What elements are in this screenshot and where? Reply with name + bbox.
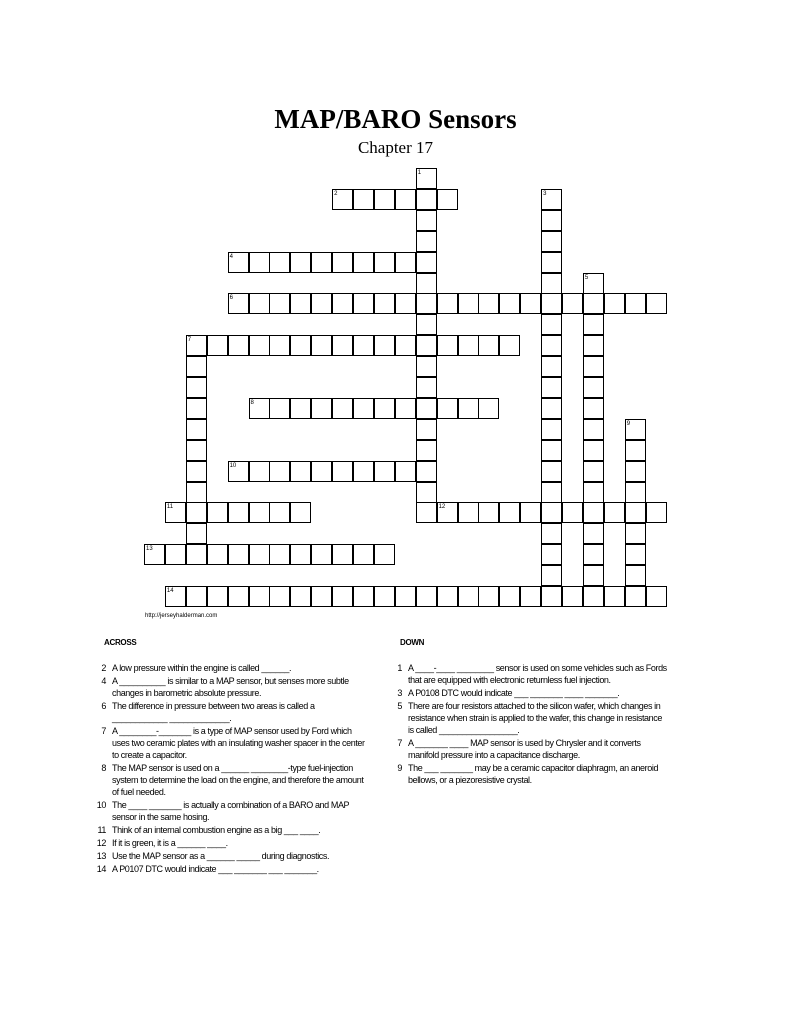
grid-cell[interactable]	[583, 273, 604, 294]
across-clue-4	[92, 675, 367, 699]
across-clue-2	[92, 662, 367, 674]
grid-cell[interactable]	[186, 356, 207, 377]
clue-number: 12	[96, 838, 106, 848]
grid-cell[interactable]	[625, 502, 646, 523]
grid-cell[interactable]	[583, 461, 604, 482]
grid-cell[interactable]	[353, 461, 374, 482]
grid-cell[interactable]	[249, 586, 270, 607]
grid-cell[interactable]	[437, 502, 458, 523]
across-clue-list	[92, 662, 367, 876]
grid-cell[interactable]	[269, 544, 290, 565]
grid-cell[interactable]	[458, 335, 479, 356]
grid-cell[interactable]	[499, 335, 520, 356]
grid-cell[interactable]	[186, 398, 207, 419]
clue-number: 3	[397, 688, 402, 698]
grid-cell[interactable]	[625, 544, 646, 565]
grid-cell[interactable]	[541, 482, 562, 503]
grid-cell[interactable]	[478, 335, 499, 356]
grid-cell[interactable]	[646, 586, 667, 607]
grid-cell[interactable]	[416, 314, 437, 335]
grid-cell[interactable]	[186, 461, 207, 482]
grid-cell[interactable]	[186, 377, 207, 398]
grid-cell[interactable]	[290, 252, 311, 273]
grid-cell[interactable]	[416, 335, 437, 356]
grid-cell[interactable]	[186, 502, 207, 523]
grid-cell[interactable]	[269, 252, 290, 273]
grid-cell[interactable]	[249, 252, 270, 273]
grid-cell[interactable]	[207, 502, 228, 523]
down-header: DOWN	[400, 638, 425, 647]
grid-cell[interactable]	[332, 293, 353, 314]
clue-number: 11	[97, 825, 106, 835]
grid-cell[interactable]	[437, 586, 458, 607]
clue-number: 9	[397, 763, 402, 773]
grid-cell[interactable]	[249, 544, 270, 565]
grid-cell[interactable]	[290, 586, 311, 607]
grid-clue-number: 5	[584, 274, 589, 281]
grid-cell[interactable]	[541, 189, 562, 210]
grid-cell[interactable]	[541, 523, 562, 544]
clue-number: 7	[101, 726, 106, 736]
across-clue-14	[92, 863, 367, 875]
grid-cell[interactable]	[269, 502, 290, 523]
grid-clue-number: 6	[229, 295, 233, 302]
down-clue-3	[388, 687, 668, 699]
grid-cell[interactable]	[416, 231, 437, 252]
grid-clue-number: 8	[250, 399, 254, 406]
grid-cell[interactable]	[541, 314, 562, 335]
grid-cell[interactable]	[311, 461, 332, 482]
grid-cell[interactable]	[625, 586, 646, 607]
clue-number: 1	[397, 663, 402, 673]
grid-cell[interactable]	[290, 293, 311, 314]
across-clue-10	[92, 799, 367, 823]
grid-cell[interactable]	[541, 231, 562, 252]
across-clue-8	[92, 762, 367, 798]
grid-cell[interactable]	[186, 544, 207, 565]
grid-cell[interactable]	[269, 586, 290, 607]
clue-text: A ____-____ ________ sensor is used on some vehicles such as Fords that are equipped with electronic returnless fuel injection.	[408, 663, 667, 685]
grid-cell[interactable]	[562, 502, 583, 523]
clue-text: The ___ _______ may be a ceramic capacitor diaphragm, an aneroid bellows, or a piezoresistive crystal.	[408, 763, 659, 785]
puzzle-subtitle: Chapter 17	[357, 138, 434, 157]
grid-cell[interactable]	[311, 586, 332, 607]
grid-cell[interactable]	[583, 314, 604, 335]
grid-clue-number: 4	[229, 253, 233, 260]
grid-cell[interactable]	[416, 189, 437, 210]
grid-cell[interactable]	[416, 482, 437, 503]
grid-cell[interactable]	[165, 544, 186, 565]
grid-cell[interactable]	[416, 398, 437, 419]
grid-cell[interactable]	[604, 502, 625, 523]
grid-cell[interactable]	[541, 335, 562, 356]
grid-cell[interactable]	[186, 335, 207, 356]
grid-cell[interactable]	[416, 273, 437, 294]
grid-cell[interactable]	[437, 189, 458, 210]
grid-cell[interactable]	[583, 293, 604, 314]
grid-cell[interactable]	[332, 544, 353, 565]
grid-clue-number: 7	[187, 337, 192, 344]
grid-cell[interactable]	[332, 398, 353, 419]
grid-cell[interactable]	[144, 544, 165, 565]
grid-cell[interactable]	[499, 502, 520, 523]
grid-cell[interactable]	[499, 293, 520, 314]
down-clue-list	[388, 662, 668, 787]
grid-cell[interactable]	[541, 544, 562, 565]
grid-cell[interactable]	[625, 565, 646, 586]
grid-cell[interactable]	[520, 586, 541, 607]
grid-cell[interactable]	[353, 252, 374, 273]
grid-cell[interactable]	[353, 293, 374, 314]
grid-cell[interactable]	[541, 502, 562, 523]
grid-cell[interactable]	[478, 398, 499, 419]
grid-cell[interactable]	[228, 586, 249, 607]
across-clue-13	[92, 850, 367, 862]
grid-cell[interactable]	[416, 586, 437, 607]
grid-cell[interactable]	[541, 273, 562, 294]
grid-cell[interactable]	[625, 419, 646, 440]
clue-text: A _______ ____ MAP sensor is used by Chrysler and it converts manifold pressure into a capacitance discharge.	[408, 738, 641, 760]
grid-cell[interactable]	[311, 293, 332, 314]
grid-cell[interactable]	[395, 189, 416, 210]
grid-cell[interactable]	[541, 293, 562, 314]
grid-cell[interactable]	[541, 210, 562, 231]
grid-cell[interactable]	[186, 586, 207, 607]
grid-cell[interactable]	[541, 398, 562, 419]
grid-clue-number: 2	[334, 190, 338, 197]
grid-cell[interactable]	[290, 461, 311, 482]
grid-cell[interactable]	[416, 210, 437, 231]
across-clue-7	[92, 725, 367, 761]
grid-clue-number: 13	[146, 546, 153, 553]
clue-text: A ________-_______ is a type of MAP sensor used by Ford which uses two ceramic plates with an insulating washer spacer in the center to create a capacitor.	[112, 726, 365, 760]
grid-cell[interactable]	[290, 398, 311, 419]
grid-cell[interactable]	[458, 398, 479, 419]
grid-cell[interactable]	[583, 586, 604, 607]
grid-cell[interactable]	[625, 293, 646, 314]
grid-cell[interactable]	[458, 502, 479, 523]
grid-cell[interactable]	[541, 252, 562, 273]
down-clue-1	[388, 662, 668, 686]
clue-number: 6	[101, 701, 106, 711]
clue-text: A P0107 DTC would indicate ___ _______ ___ _______.	[112, 864, 319, 874]
grid-cell[interactable]	[374, 398, 395, 419]
grid-cell[interactable]	[290, 335, 311, 356]
grid-cell[interactable]	[353, 544, 374, 565]
grid-cell[interactable]	[186, 440, 207, 461]
grid-cell[interactable]	[478, 586, 499, 607]
grid-cell[interactable]	[416, 502, 437, 523]
clue-number: 5	[397, 701, 402, 711]
across-clue-11	[92, 824, 367, 836]
grid-cell[interactable]	[562, 293, 583, 314]
grid-cell[interactable]	[583, 419, 604, 440]
clue-number: 7	[397, 738, 402, 748]
grid-cell[interactable]	[207, 544, 228, 565]
grid-cell[interactable]	[416, 461, 437, 482]
clue-number: 2	[101, 663, 106, 673]
grid-cell[interactable]	[395, 398, 416, 419]
clue-text: A P0108 DTC would indicate ___ _______ ____ _______.	[408, 688, 620, 698]
grid-cell[interactable]	[374, 461, 395, 482]
down-clue-9	[388, 762, 668, 786]
grid-cell[interactable]	[625, 523, 646, 544]
grid-cell[interactable]	[583, 398, 604, 419]
grid-cell[interactable]	[374, 335, 395, 356]
grid-cell[interactable]	[186, 482, 207, 503]
grid-cell[interactable]	[311, 544, 332, 565]
grid-cell[interactable]	[353, 586, 374, 607]
clue-number: 8	[101, 763, 106, 773]
clue-text: There are four resistors attached to the silicon wafer, which changes in resistance when strain is applied to the wafer, this change in resistance is called _________________.	[408, 701, 662, 735]
grid-cell[interactable]	[374, 544, 395, 565]
grid-cell[interactable]	[562, 586, 583, 607]
grid-cell[interactable]	[332, 461, 353, 482]
grid-cell[interactable]	[332, 335, 353, 356]
grid-cell[interactable]	[416, 168, 437, 189]
grid-cell[interactable]	[458, 293, 479, 314]
grid-cell[interactable]	[249, 293, 270, 314]
clue-text: Think of an internal combustion engine as a big ___ ____.	[112, 825, 321, 835]
across-header: ACROSS	[104, 638, 137, 647]
clue-text: The difference in pressure between two areas is called a ____________ _____________.	[112, 701, 315, 723]
across-clue-6	[92, 700, 367, 724]
grid-cell[interactable]	[228, 544, 249, 565]
grid-cell[interactable]	[269, 293, 290, 314]
grid-clue-number: 1	[417, 170, 422, 176]
grid-cell[interactable]	[332, 586, 353, 607]
grid-cell[interactable]	[165, 586, 186, 607]
grid-cell[interactable]	[604, 586, 625, 607]
across-clue-12	[92, 837, 367, 849]
grid-cell[interactable]	[290, 544, 311, 565]
grid-cell[interactable]	[541, 461, 562, 482]
grid-cell[interactable]	[416, 419, 437, 440]
grid-cell[interactable]	[353, 189, 374, 210]
grid-cell[interactable]	[332, 189, 353, 210]
grid-cell[interactable]	[583, 356, 604, 377]
clue-text: If it is green, it is a ______ ____.	[112, 838, 228, 848]
grid-cell[interactable]	[416, 293, 437, 314]
grid-cell[interactable]	[583, 482, 604, 503]
grid-cell[interactable]	[165, 502, 186, 523]
grid-cell[interactable]	[416, 377, 437, 398]
grid-cell[interactable]	[604, 293, 625, 314]
grid-cell[interactable]	[249, 461, 270, 482]
source-url: http://jerseyhalderman.com	[145, 613, 218, 619]
grid-cell[interactable]	[207, 586, 228, 607]
grid-cell[interactable]	[583, 523, 604, 544]
grid-cell[interactable]	[478, 293, 499, 314]
clue-number: 14	[96, 864, 106, 874]
grid-cell[interactable]	[541, 419, 562, 440]
grid-cell[interactable]	[374, 189, 395, 210]
grid-cell[interactable]	[311, 398, 332, 419]
grid-cell[interactable]	[395, 252, 416, 273]
grid-cell[interactable]	[249, 335, 270, 356]
grid-cell[interactable]	[269, 398, 290, 419]
grid-cell[interactable]	[374, 293, 395, 314]
grid-cell[interactable]	[290, 502, 311, 523]
grid-clue-number: 9	[626, 420, 631, 427]
grid-cell[interactable]	[249, 398, 270, 419]
grid-cell[interactable]	[186, 419, 207, 440]
down-clue-7	[388, 737, 668, 761]
grid-cell[interactable]	[625, 461, 646, 482]
grid-cell[interactable]	[541, 377, 562, 398]
grid-cell[interactable]	[228, 335, 249, 356]
grid-clue-number: 12	[438, 504, 446, 511]
grid-cell[interactable]	[541, 440, 562, 461]
grid-cell[interactable]	[437, 293, 458, 314]
grid-cell[interactable]	[541, 565, 562, 586]
grid-cell[interactable]	[583, 377, 604, 398]
grid-clue-number: 3	[543, 190, 547, 197]
grid-cell[interactable]	[625, 440, 646, 461]
grid-cell[interactable]	[625, 482, 646, 503]
grid-clue-number: 11	[166, 504, 174, 511]
grid-cell[interactable]	[520, 502, 541, 523]
clue-number: 13	[96, 851, 106, 861]
grid-cell[interactable]	[499, 586, 520, 607]
grid-cell[interactable]	[374, 252, 395, 273]
down-clue-5	[388, 700, 668, 736]
grid-cell[interactable]	[311, 335, 332, 356]
clue-number: 4	[101, 676, 106, 686]
grid-cell[interactable]	[458, 586, 479, 607]
grid-cell[interactable]	[228, 293, 249, 314]
grid-cell[interactable]	[374, 586, 395, 607]
grid-clue-number: 10	[229, 462, 237, 469]
grid-cell[interactable]	[583, 565, 604, 586]
grid-cell[interactable]	[186, 523, 207, 544]
grid-cell[interactable]	[395, 461, 416, 482]
clue-text: A __________ is similar to a MAP sensor, but senses more subtle changes in barometric absolute pressure.	[112, 676, 349, 698]
grid-cell[interactable]	[228, 502, 249, 523]
grid-cell[interactable]	[583, 544, 604, 565]
clue-text: A low pressure within the engine is called ______.	[112, 663, 292, 673]
grid-cell[interactable]	[332, 252, 353, 273]
grid-cell[interactable]	[311, 252, 332, 273]
grid-cell[interactable]	[353, 398, 374, 419]
grid-cell[interactable]	[395, 293, 416, 314]
grid-cell[interactable]	[583, 440, 604, 461]
grid-cell[interactable]	[395, 335, 416, 356]
grid-cell[interactable]	[541, 356, 562, 377]
grid-cell[interactable]	[416, 356, 437, 377]
grid-cell[interactable]	[646, 502, 667, 523]
clue-number: 10	[96, 800, 106, 810]
grid-cell[interactable]	[228, 461, 249, 482]
grid-cell[interactable]	[353, 335, 374, 356]
grid-cell[interactable]	[249, 502, 270, 523]
grid-cell[interactable]	[646, 293, 667, 314]
grid-cell[interactable]	[437, 398, 458, 419]
clue-text: The MAP sensor is used on a ______ ________-type fuel-injection system to determine the load on the engine, and therefore the amount of fuel needed.	[112, 763, 364, 797]
grid-cell[interactable]	[583, 335, 604, 356]
grid-cell[interactable]	[207, 335, 228, 356]
grid-cell[interactable]	[269, 461, 290, 482]
clue-text: Use the MAP sensor as a ______ _____ during diagnostics.	[112, 851, 330, 861]
grid-cell[interactable]	[520, 293, 541, 314]
grid-cell[interactable]	[478, 502, 499, 523]
puzzle-title: MAP/BARO Sensors	[274, 104, 517, 134]
grid-cell[interactable]	[395, 586, 416, 607]
grid-cell[interactable]	[228, 252, 249, 273]
grid-cell[interactable]	[416, 252, 437, 273]
grid-cell[interactable]	[416, 440, 437, 461]
grid-cell[interactable]	[269, 335, 290, 356]
grid-cell[interactable]	[541, 586, 562, 607]
clue-text: The ____ _______ is actually a combination of a BARO and MAP sensor in the same hosing.	[112, 800, 349, 822]
grid-clue-number: 14	[166, 588, 174, 594]
grid-cell[interactable]	[437, 335, 458, 356]
grid-cell[interactable]	[583, 502, 604, 523]
